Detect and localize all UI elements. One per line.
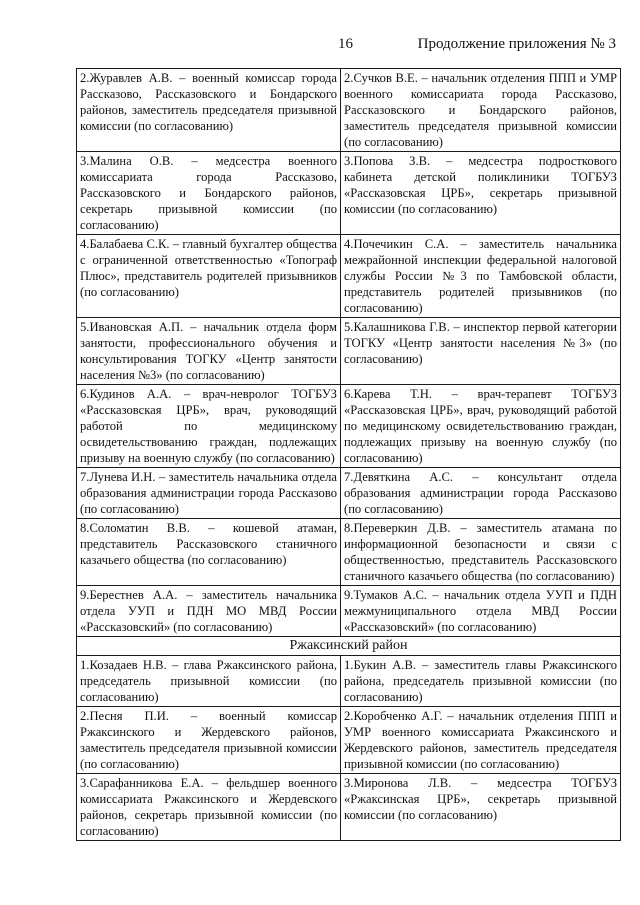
primary-member-cell: 7.Лунева И.Н. – заместитель начальника отдела образования администрации города Рассказово (по согласованию) — [77, 468, 341, 519]
table-row — [77, 519, 621, 586]
table-row — [77, 707, 621, 774]
table-row — [77, 774, 621, 841]
reserve-member-cell: 6.Карева Т.Н. – врач-терапевт ТОГБУЗ «Рассказовская ЦРБ», врач, руководящий работой по медицинскому освидетельствованию граждан, подлежащих призыву на военную службу (по согласованию) — [341, 385, 621, 468]
reserve-member-cell: 3.Попова З.В. – медсестра подросткового кабинета детской поликлиники ТОГБУЗ «Рассказовская ЦРБ», секретарь призывной комиссии (по согласованию) — [341, 152, 621, 235]
section-row — [77, 637, 621, 656]
primary-member-cell: 3.Сарафанникова Е.А. – фельдшер военного комиссариата Ржаксинского и Жердевского районов, секретарь призывной комиссии (по согласованию) — [77, 774, 341, 841]
primary-member-cell: 4.Балабаева С.К. – главный бухгалтер общества с ограниченной ответственностью «Топограф Плюс», представитель родителей призывников (по согласованию) — [77, 235, 341, 318]
table-row — [77, 385, 621, 468]
primary-member-cell: 5.Ивановская А.П. – начальник отдела форм занятости, профессионального обучения и консультирования ТОГКУ «Центр занятости населения №3» (по согласованию) — [77, 318, 341, 385]
reserve-member-cell: 8.Переверкин Д.В. – заместитель атамана по информационной безопасности и связи с общественностью, представитель Рассказовского станичного казачьего общества (по согласованию) — [341, 519, 621, 586]
table-row — [77, 152, 621, 235]
reserve-member-cell: 5.Калашникова Г.В. – инспектор первой категории ТОГКУ «Центр занятости населения №3» (по согласованию) — [341, 318, 621, 385]
primary-member-cell: 1.Козадаев Н.В. – глава Ржаксинского района, председатель призывной комиссии (по согласованию) — [77, 656, 341, 707]
page-number: 16 — [338, 36, 353, 52]
reserve-member-cell: 7.Девяткина А.С. – консультант отдела образования администрации города Рассказово (по согласованию) — [341, 468, 621, 519]
reserve-member-cell: 1.Букин А.В. – заместитель главы Ржаксинского района, председатель призывной комиссии (по согласованию) — [341, 656, 621, 707]
primary-member-cell: 2.Журавлев А.В. – военный комиссар города Рассказово, Рассказовского и Бондарского районов, заместитель председателя призывной комиссии (по согласованию) — [77, 69, 341, 152]
reserve-member-cell: 2.Сучков В.Е. – начальник отделения ППП и УМР военного комиссариата города Рассказово, Рассказовского и Бондарского районов, заместитель председателя призывной комиссии (по согласованию) — [341, 69, 621, 152]
section-title: Ржаксинский район — [77, 637, 621, 656]
primary-member-cell: 8.Соломатин В.В. – кошевой атаман, представитель Рассказовского станичного казачьего общества (по согласованию) — [77, 519, 341, 586]
table-row — [77, 69, 621, 152]
reserve-member-cell: 4.Почечикин С.А. – заместитель начальника межрайонной инспекции федеральной налоговой службы России №3 по Тамбовской области, представитель родителей призывников (по согласованию) — [341, 235, 621, 318]
primary-member-cell: 2.Песня П.И. – военный комиссар Ржаксинского и Жердевского районов, заместитель председателя призывной комиссии (по согласованию) — [77, 707, 341, 774]
continuation-note: Продолжение приложения № 3 — [417, 36, 616, 52]
commission-table — [76, 68, 621, 841]
table-row — [77, 656, 621, 707]
primary-member-cell: 6.Кудинов А.А. – врач-невролог ТОГБУЗ «Рассказовская ЦРБ», врач, руководящий работой по медицинскому освидетельствованию граждан, подлежащих призыву на военную службу (по согласованию) — [77, 385, 341, 468]
table-row — [77, 586, 621, 637]
reserve-member-cell: 3.Миронова Л.В. – медсестра ТОГБУЗ «Ржаксинская ЦРБ», секретарь призывной комиссии (по согласованию) — [341, 774, 621, 841]
primary-member-cell: 3.Малина О.В. – медсестра военного комиссариата города Рассказово, Рассказовского и Бондарского районов, секретарь призывной комиссии (по согласованию) — [77, 152, 341, 235]
primary-member-cell: 9.Берестнев А.А. – заместитель начальника отдела УУП и ПДН МО МВД России «Рассказовский» (по согласованию) — [77, 586, 341, 637]
table-row — [77, 235, 621, 318]
reserve-member-cell: 2.Коробченко А.Г. – начальник отделения ППП и УМР военного комиссариата Ржаксинского и Жердевского районов, заместитель председателя призывной комиссии (по согласованию) — [341, 707, 621, 774]
reserve-member-cell: 9.Тумаков А.С. – начальник отдела УУП и ПДН межмуниципального отдела МВД России «Рассказовский» (по согласованию) — [341, 586, 621, 637]
table-row — [77, 468, 621, 519]
table-row — [77, 318, 621, 385]
page-header — [0, 36, 640, 58]
